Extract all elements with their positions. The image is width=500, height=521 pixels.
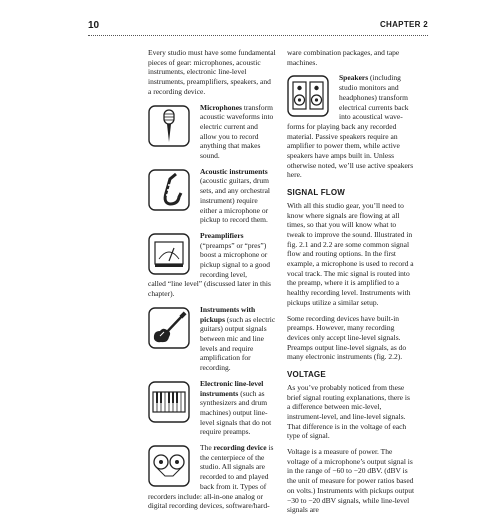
item-text: (acoustic guitars, drum sets, and any orchestral instrument) require either a microphone or pickup to record them.: [200, 176, 270, 225]
keyboard-icon: [148, 381, 190, 423]
header-rule: [88, 35, 428, 36]
item-text: (such as synthesizers and drum machines) output line-level signals that do not require preamps.: [200, 388, 272, 437]
item-text: (“preamps” or “pres”) boost a microphone or pickup signal to a good recording level,: [200, 240, 270, 279]
gear-item-acoustic-instruments: [148, 167, 276, 225]
preamp-meter-icon: [148, 233, 190, 275]
item-title: recording device: [213, 443, 267, 453]
gear-item-instruments-with-pickups: [148, 305, 276, 373]
gear-item-microphones: [148, 103, 276, 161]
item-text: (such as electric guitars) output signals between mic and line levels and require amplification for recording.: [200, 314, 276, 373]
gear-item-electronic-line-level-instruments: [148, 379, 276, 437]
electric-guitar-icon: [148, 307, 190, 349]
microphone-icon: [148, 105, 190, 147]
item-continuation: forms for playing back any recorded material. Passive speakers require an amplifier to power them, while active speakers have amps built in. Unless otherwise noted, we’ll use active speakers here.: [287, 121, 414, 180]
signal-flow-paragraph-1: With all this studio gear, you’ll need to know where signals are flowing at all times, so that you will know what to tweak to improve the sound. Illustrated in fig. 2.1 and 2.2 are some common signal flow and routing options. In the first example, a microphone is used to record a vocal track. The mic signal is routed into the preamp, where it is amplified to a healthy recording level. Instruments with pickups utilize a similar setup.: [287, 200, 414, 307]
voltage-paragraph-1: As you’ve probably noticed from these brief signal routing explanations, there is a difference between mic-level, instrument-level, and line-level signals. That difference is in the voltage of each type of signal.: [287, 382, 410, 441]
saxophone-icon: [148, 169, 190, 211]
signal-flow-paragraph-2: Some recording devices have built-in preamps. However, many recording devices only accept line-level signals. Preamps output line-level signals, as do many electronic instruments (fig. 2.2).: [287, 313, 407, 362]
item-text: transform acoustic waveforms into electric current and allow you to record anything that makes sound.: [200, 102, 274, 161]
item-continuation: recorders include: all-in-one analog or digital recording devices, software/hard-: [148, 491, 270, 511]
section-heading-signal-flow: SIGNAL FLOW: [287, 188, 346, 198]
right-column: [287, 48, 415, 521]
tape-reels-icon: [148, 445, 190, 487]
item-title-prefix: The: [200, 443, 214, 453]
item-title: Acoustic instruments: [200, 166, 268, 176]
gear-item-speakers: [287, 73, 415, 122]
section-heading-voltage: VOLTAGE: [287, 370, 326, 380]
continued-paragraph: ware combination packages, and tape machines.: [287, 48, 400, 67]
chapter-label: CHAPTER 2: [379, 20, 428, 29]
item-title: Electronic line-level instruments: [200, 378, 264, 398]
voltage-paragraph-2: Voltage is a measure of power. The voltage of a microphone’s output signal is in the range of −60 to −20 dBV. (dBV is the unit of measure for power ratios based on volts.) Instruments with pickups output −30 to −20 dBV signals, while line-level signals are: [287, 447, 415, 515]
item-title: Microphones: [200, 102, 242, 112]
page-header: [88, 20, 428, 38]
page-number: 10: [88, 20, 100, 31]
gear-item-preamplifiers: [148, 231, 276, 280]
item-title: Speakers: [339, 73, 369, 83]
item-continuation: called “line level” (discussed later in this chapter).: [148, 279, 271, 299]
intro-paragraph: Every studio must have some fundamental pieces of gear: microphones, acoustic instruments, electronic line-level instruments, preamplifiers, speakers, and a recording device.: [148, 48, 276, 96]
left-column: [148, 48, 276, 517]
item-text: is the centerpiece of the studio. All signals are recorded to and played back from it. Types of: [200, 443, 274, 491]
gear-item-recording-device: [148, 443, 276, 492]
speaker-icon: [287, 75, 329, 117]
item-text: (including studio monitors and headphones) transform electrical currents back into acoustical wave-: [339, 73, 409, 122]
item-title: Preamplifiers: [200, 230, 244, 240]
item-title: Instruments with pickups: [200, 304, 256, 324]
